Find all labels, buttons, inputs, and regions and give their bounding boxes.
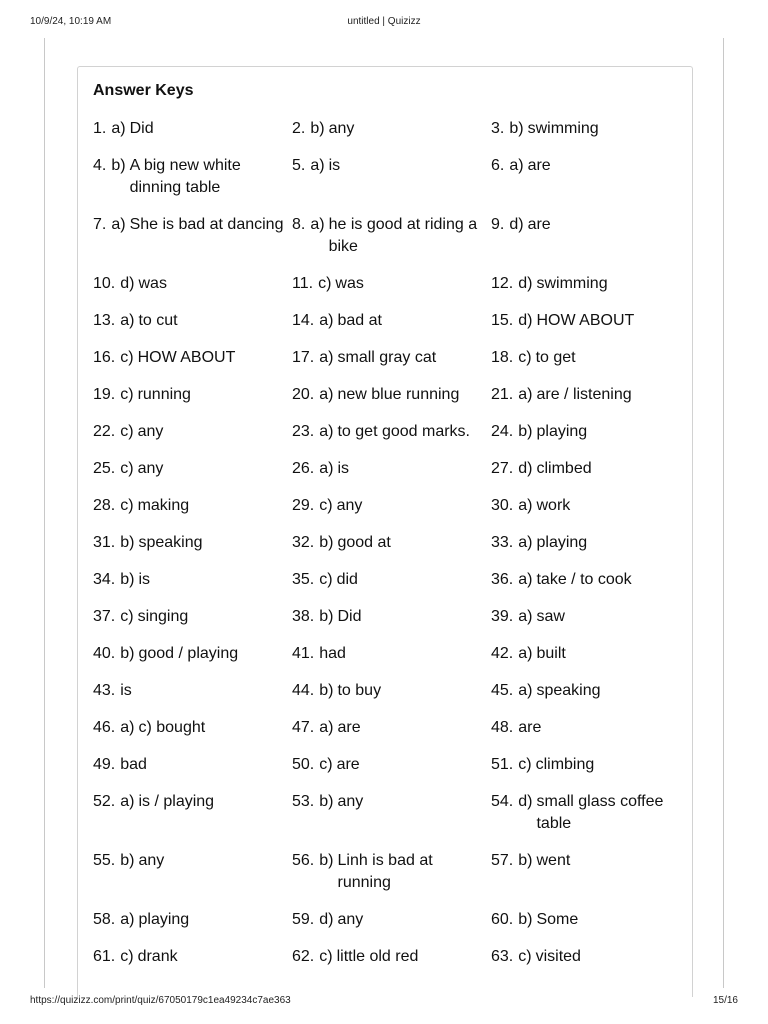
answer-option: b) (319, 852, 334, 869)
answer-item (491, 118, 690, 155)
answer-number: 2. (292, 120, 306, 137)
answer-option: b) (120, 571, 135, 588)
answer-item (491, 384, 690, 421)
answer-option: b) (319, 608, 334, 625)
answer-number: 49. (93, 756, 116, 773)
answer-row (93, 532, 691, 569)
answer-option: a) (518, 386, 533, 403)
answer-text: are / listening (536, 386, 632, 403)
answer-option: b) (120, 534, 135, 551)
answer-number: 38. (292, 608, 315, 625)
answer-option: a) (518, 571, 533, 588)
answer-text: to buy (337, 682, 382, 699)
answer-item (93, 717, 292, 754)
answer-number: 23. (292, 423, 315, 440)
answer-item (491, 946, 690, 983)
answer-item (491, 310, 690, 347)
answer-text: was (335, 275, 364, 292)
answer-text: HOW ABOUT (536, 312, 635, 329)
answer-item (292, 384, 491, 421)
answer-row (93, 347, 691, 384)
answer-row (93, 717, 691, 754)
answer-row (93, 946, 691, 983)
answer-number: 32. (292, 534, 315, 551)
answer-option: c) (319, 571, 333, 588)
answer-option: b) (319, 534, 334, 551)
answer-number: 59. (292, 911, 315, 928)
answer-option: c) (319, 948, 333, 965)
answer-option: a) (319, 349, 334, 366)
answer-number: 57. (491, 852, 514, 869)
answer-number: 34. (93, 571, 116, 588)
answer-option: d) (120, 275, 135, 292)
answer-item (292, 643, 491, 680)
answer-item (292, 155, 491, 214)
answer-number: 50. (292, 756, 315, 773)
answer-number: 29. (292, 497, 315, 514)
answer-row (93, 495, 691, 532)
answer-item (93, 384, 292, 421)
answer-item (491, 347, 690, 384)
answer-item (93, 850, 292, 909)
answer-option: c) (518, 349, 532, 366)
answer-text: visited (535, 948, 581, 965)
answer-number: 7. (93, 216, 107, 233)
answer-number: 58. (93, 911, 116, 928)
answer-item (93, 273, 292, 310)
answer-row (93, 421, 691, 458)
answer-item (292, 754, 491, 791)
answer-row (93, 310, 691, 347)
answer-option: d) (518, 275, 533, 292)
answer-text: speaking (536, 682, 601, 699)
answer-option: c) (120, 497, 134, 514)
answer-text: new blue running (337, 386, 460, 403)
answer-number: 62. (292, 948, 315, 965)
answer-item (93, 214, 292, 273)
answer-item (491, 495, 690, 532)
answer-item (292, 273, 491, 310)
answer-option: d) (518, 460, 533, 477)
answer-item (93, 155, 292, 214)
answer-option: a) (518, 608, 533, 625)
answer-item (93, 680, 292, 717)
answer-text: Some (536, 911, 579, 928)
answer-option: a) (120, 911, 135, 928)
answer-text: playing (138, 911, 190, 928)
answer-text: good / playing (138, 645, 239, 662)
answer-item (491, 791, 690, 850)
answer-text: any (137, 460, 164, 477)
answer-item (491, 273, 690, 310)
answer-item (491, 909, 690, 946)
answer-option: b) (120, 645, 135, 662)
answer-option: a) (310, 157, 325, 174)
answer-text: HOW ABOUT (137, 349, 236, 366)
answer-item (93, 643, 292, 680)
answer-option: a) (319, 423, 334, 440)
answer-number: 42. (491, 645, 514, 662)
answer-option: a) (518, 682, 533, 699)
answer-item (93, 421, 292, 458)
answer-number: 11. (292, 275, 314, 292)
answer-text: drank (137, 948, 178, 965)
answer-row (93, 606, 691, 643)
answer-item (93, 754, 292, 791)
answer-text: bad at (337, 312, 382, 329)
answer-text: is (328, 157, 341, 174)
answer-text: bad (120, 756, 147, 773)
answer-text: did (336, 571, 358, 588)
answer-number: 31. (93, 534, 116, 551)
answer-number: 10. (93, 275, 116, 292)
print-page-title: untitled | Quizizz (347, 16, 421, 27)
answer-text: any (337, 793, 364, 810)
answer-keys-grid (93, 118, 691, 983)
answer-option: c) (120, 386, 134, 403)
answer-number: 8. (292, 216, 306, 233)
answer-text: running (137, 386, 191, 403)
answer-number: 16. (93, 349, 116, 366)
answer-text: work (536, 497, 571, 514)
answer-option: d) (319, 911, 334, 928)
answer-item (292, 850, 491, 909)
answer-number: 36. (491, 571, 514, 588)
answer-option: a) (310, 216, 325, 233)
answer-item (93, 946, 292, 983)
answer-number: 53. (292, 793, 315, 810)
answer-item (292, 421, 491, 458)
answer-number: 41. (292, 645, 315, 662)
answer-number: 39. (491, 608, 514, 625)
answer-item (93, 791, 292, 850)
answer-option: a) (120, 312, 135, 329)
answer-item (292, 569, 491, 606)
answer-item (491, 754, 690, 791)
answer-item (292, 717, 491, 754)
answer-number: 21. (491, 386, 514, 403)
answer-option: b) (509, 120, 524, 137)
answer-option: c) (120, 948, 134, 965)
answer-item (93, 569, 292, 606)
answer-text: c) bought (138, 719, 206, 736)
answer-option: a) (518, 645, 533, 662)
answer-text: any (336, 497, 363, 514)
answer-option: a) (319, 312, 334, 329)
answer-option: a) (319, 719, 334, 736)
answer-text: are (518, 719, 542, 736)
answer-text: any (337, 911, 364, 928)
answer-option: a) (111, 216, 126, 233)
answer-option: a) (319, 386, 334, 403)
answer-text: is (138, 571, 151, 588)
answer-number: 26. (292, 460, 315, 477)
answer-option: b) (319, 682, 334, 699)
answer-number: 52. (93, 793, 116, 810)
answer-item (292, 946, 491, 983)
answer-number: 40. (93, 645, 116, 662)
answer-text: are (527, 216, 551, 233)
answer-option: a) (509, 157, 524, 174)
answer-item (491, 421, 690, 458)
answer-number: 60. (491, 911, 514, 928)
answer-number: 47. (292, 719, 315, 736)
answer-row (93, 754, 691, 791)
answer-text: to get (535, 349, 576, 366)
answer-option: b) (120, 852, 135, 869)
answer-text: making (137, 497, 190, 514)
page-border-left (44, 38, 45, 988)
answer-number: 6. (491, 157, 505, 174)
answer-option: c) (120, 608, 134, 625)
answer-option: b) (518, 911, 533, 928)
answer-number: 5. (292, 157, 306, 174)
answer-row (93, 155, 691, 214)
answer-text: any (328, 120, 355, 137)
answer-option: c) (318, 275, 332, 292)
answer-item (93, 118, 292, 155)
answer-item (93, 310, 292, 347)
answer-number: 12. (491, 275, 514, 292)
answer-number: 54. (491, 793, 514, 810)
answer-number: 24. (491, 423, 514, 440)
answer-number: 61. (93, 948, 116, 965)
answer-text: She is bad at dancing (129, 216, 284, 233)
answer-option: c) (120, 349, 134, 366)
answer-row (93, 384, 691, 421)
answer-option: c) (518, 948, 532, 965)
answer-number: 28. (93, 497, 116, 514)
answer-number: 55. (93, 852, 116, 869)
answer-row (93, 273, 691, 310)
answer-text: is (337, 460, 350, 477)
answer-text: to get good marks. (337, 423, 470, 440)
answer-option: a) (120, 793, 135, 810)
answer-text: little old red (336, 948, 419, 965)
answer-text: are (337, 719, 361, 736)
answer-row (93, 791, 691, 850)
answer-number: 19. (93, 386, 116, 403)
answer-item (292, 495, 491, 532)
page-border-right (723, 38, 724, 988)
answer-option: b) (518, 423, 533, 440)
answer-item (292, 791, 491, 850)
answer-text: to cut (138, 312, 178, 329)
answer-option: a) (518, 497, 533, 514)
answer-item (491, 606, 690, 643)
answer-number: 14. (292, 312, 315, 329)
answer-number: 48. (491, 719, 514, 736)
answer-text: Did (337, 608, 362, 625)
answer-item (292, 909, 491, 946)
answer-text: had (319, 645, 346, 662)
answer-row (93, 680, 691, 717)
answer-option: b) (111, 157, 126, 174)
answer-keys-title: Answer Keys (93, 82, 194, 99)
answer-row (93, 643, 691, 680)
answer-item (93, 458, 292, 495)
answer-item (491, 643, 690, 680)
answer-text: was (138, 275, 167, 292)
answer-option: c) (319, 756, 333, 773)
answer-option: d) (518, 312, 533, 329)
answer-item (292, 680, 491, 717)
answer-item (93, 495, 292, 532)
answer-number: 4. (93, 157, 107, 174)
answer-row (93, 909, 691, 946)
answer-text: is / playing (138, 793, 215, 810)
answer-number: 1. (93, 120, 107, 137)
answer-text: he is good at riding a bike (328, 216, 478, 255)
answer-item (93, 606, 292, 643)
answer-text: saw (536, 608, 565, 625)
answer-item (491, 458, 690, 495)
answer-item (491, 155, 690, 214)
answer-row (93, 850, 691, 909)
answer-number: 20. (292, 386, 315, 403)
answer-number: 15. (491, 312, 514, 329)
answer-option: a) (120, 719, 135, 736)
answer-number: 22. (93, 423, 116, 440)
answer-text: swimming (527, 120, 599, 137)
answer-number: 45. (491, 682, 514, 699)
print-url[interactable]: https://quizizz.com/print/quiz/67050179c1ea49234c7ae363 (30, 995, 291, 1006)
answer-text: climbing (535, 756, 595, 773)
answer-text: built (536, 645, 566, 662)
answer-option: c) (120, 423, 134, 440)
answer-text: playing (536, 423, 588, 440)
answer-text: small glass coffee table (536, 793, 664, 832)
answer-option: c) (518, 756, 532, 773)
print-datetime: 10/9/24, 10:19 AM (30, 16, 112, 27)
answer-row (93, 118, 691, 155)
answer-number: 44. (292, 682, 315, 699)
answer-text: singing (137, 608, 189, 625)
answer-item (491, 532, 690, 569)
answer-item (491, 850, 690, 909)
answer-number: 35. (292, 571, 315, 588)
answer-option: c) (319, 497, 333, 514)
answer-text: are (336, 756, 360, 773)
answer-number: 37. (93, 608, 116, 625)
answer-item (292, 458, 491, 495)
answer-item (491, 569, 690, 606)
answer-item (93, 347, 292, 384)
answer-row (93, 569, 691, 606)
answer-number: 17. (292, 349, 315, 366)
answer-item (491, 717, 690, 754)
answer-row (93, 214, 691, 273)
answer-text: A big new white dinning table (129, 157, 241, 196)
answer-text: swimming (536, 275, 608, 292)
answer-number: 27. (491, 460, 514, 477)
answer-item (93, 532, 292, 569)
answer-option: b) (310, 120, 325, 137)
answer-text: speaking (138, 534, 203, 551)
answer-item (292, 118, 491, 155)
answer-option: a) (518, 534, 533, 551)
answer-text: Did (129, 120, 154, 137)
answer-text: is (120, 682, 132, 699)
answer-item (93, 909, 292, 946)
answer-option: b) (319, 793, 334, 810)
answer-text: Linh is bad at running (337, 852, 433, 891)
answer-text: went (536, 852, 571, 869)
answer-text: any (137, 423, 164, 440)
answer-item (292, 310, 491, 347)
answer-option: a) (111, 120, 126, 137)
answer-option: d) (518, 793, 533, 810)
answer-text: good at (337, 534, 391, 551)
answer-number: 25. (93, 460, 116, 477)
answer-number: 56. (292, 852, 315, 869)
answer-item (491, 680, 690, 717)
page-number: 15/16 (712, 995, 738, 1006)
answer-number: 18. (491, 349, 514, 366)
answer-option: c) (120, 460, 134, 477)
answer-number: 30. (491, 497, 514, 514)
answer-item (292, 347, 491, 384)
answer-text: small gray cat (337, 349, 437, 366)
answer-item (292, 214, 491, 273)
answer-text: any (138, 852, 165, 869)
answer-number: 13. (93, 312, 116, 329)
answer-number: 51. (491, 756, 514, 773)
answer-number: 33. (491, 534, 514, 551)
answer-item (491, 214, 690, 273)
answer-option: a) (319, 460, 334, 477)
answer-text: take / to cook (536, 571, 632, 588)
answer-number: 63. (491, 948, 514, 965)
answer-option: d) (509, 216, 524, 233)
answer-option: b) (518, 852, 533, 869)
answer-number: 46. (93, 719, 116, 736)
answer-number: 9. (491, 216, 505, 233)
answer-row (93, 458, 691, 495)
answer-item (292, 606, 491, 643)
answer-text: climbed (536, 460, 592, 477)
answer-text: playing (536, 534, 588, 551)
answer-text: are (527, 157, 551, 174)
answer-item (292, 532, 491, 569)
answer-number: 43. (93, 682, 116, 699)
answer-number: 3. (491, 120, 505, 137)
